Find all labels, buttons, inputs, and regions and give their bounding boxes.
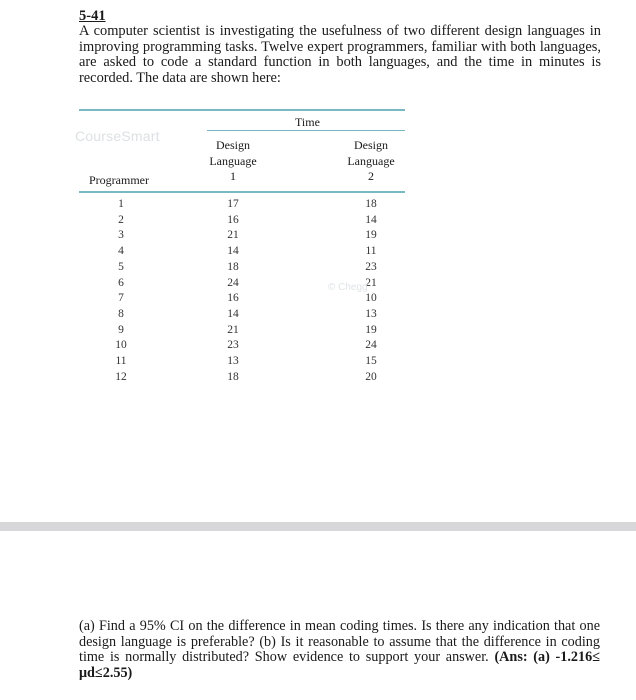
- table-cell-lang2: 19: [365, 229, 377, 242]
- question-body: (a) Find a 95% CI on the difference in mean coding times. Is there any indication that one design language is preferable? (b) Is it reasonable to assume that the difference in coding time is normally distributed? Show evidence to support your answer.: [79, 618, 600, 666]
- table-cell-lang1: 14: [227, 307, 239, 320]
- table-top-rule: [79, 109, 405, 111]
- table-cell-programmer: 2: [118, 213, 124, 226]
- table-cell-lang1: 17: [227, 198, 239, 210]
- data-table: [75, 106, 405, 406]
- table-header-rule: [79, 191, 405, 193]
- table-cell-lang1: 18: [227, 260, 239, 273]
- problem-number: 5-41: [79, 8, 106, 24]
- table-cell-programmer: 3: [118, 229, 124, 242]
- table-cell-lang1: 16: [227, 292, 239, 305]
- table-cell-lang2: 23: [365, 260, 377, 273]
- question-text: [79, 619, 600, 681]
- table-cell-lang2: 18: [365, 198, 377, 210]
- table-cell-lang1: 21: [227, 323, 239, 336]
- table-cell-lang2: 24: [365, 339, 377, 352]
- table-cell-programmer: 6: [118, 276, 124, 289]
- watermark: CourseSmart: [75, 128, 160, 144]
- table-cell-programmer: 12: [115, 370, 127, 383]
- section-divider: [0, 522, 636, 531]
- row-header-programmer: Programmer: [89, 173, 149, 187]
- col1-header-line2: Language: [209, 153, 257, 168]
- table-cell-lang1: 14: [227, 245, 239, 258]
- problem-intro: A computer scientist is investigating the usefulness of two different design languages in improving programming tasks. Twelve expert programmers, familiar with both languages, are asked to code a standard function in both languages, and the time in minutes is recorded. The data are shown here:: [79, 23, 601, 86]
- watermark-chegg: © Chegg: [328, 282, 368, 293]
- table-cell-programmer: 8: [118, 307, 124, 320]
- table-cell-lang2: 10: [365, 292, 377, 305]
- table-cell-programmer: 7: [118, 292, 124, 305]
- col2-header-line1: Design: [354, 138, 388, 152]
- table-cell-lang2: 20: [365, 370, 377, 383]
- table-cell-programmer: 1: [118, 198, 124, 210]
- table-cell-programmer: 11: [115, 355, 127, 367]
- table-cell-lang2: 19: [365, 323, 377, 336]
- answer-text: (Ans: (a) -1.216≤ μd≤2.55): [79, 649, 600, 681]
- time-group-rule: [207, 130, 405, 131]
- table-cell-programmer: 10: [115, 339, 127, 352]
- col2-header-line2: Language: [347, 153, 395, 168]
- col2-header-line3: 2: [368, 169, 374, 183]
- table-cell-lang2: 21: [365, 276, 377, 289]
- table-cell-lang1: 16: [227, 213, 239, 226]
- table-cell-lang1: 18: [227, 370, 239, 383]
- table-cell-lang2: 13: [365, 307, 377, 320]
- table-cell-programmer: 4: [118, 245, 124, 258]
- col1-header-line3: 1: [230, 169, 236, 183]
- table-cell-lang1: 23: [227, 339, 239, 352]
- time-group-header: Time: [295, 115, 320, 129]
- table-cell-lang2: 15: [365, 355, 377, 367]
- table-cell-programmer: 9: [118, 323, 124, 336]
- col-header-language-2: [331, 138, 411, 185]
- table-cell-lang2: 14: [365, 213, 377, 226]
- col1-header-line1: Design: [216, 138, 250, 152]
- table-cell-programmer: 5: [118, 260, 124, 273]
- col-header-language-1: [193, 138, 273, 185]
- table-cell-lang1: 21: [227, 229, 239, 242]
- table-cell-lang1: 13: [227, 355, 239, 367]
- table-cell-lang1: 24: [227, 276, 239, 289]
- table-cell-lang2: 11: [365, 245, 377, 258]
